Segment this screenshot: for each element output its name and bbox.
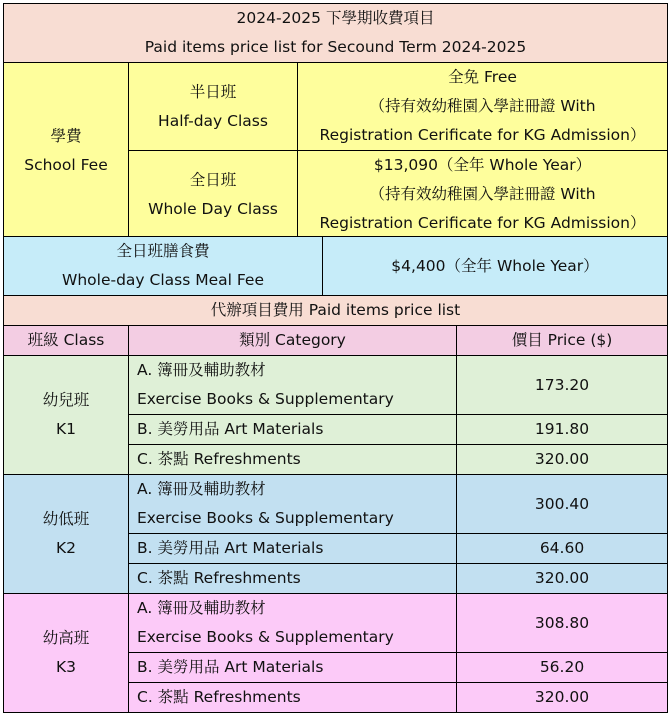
class-name-zh: 幼兒班 bbox=[42, 391, 90, 409]
class-name-zh: 幼低班 bbox=[42, 510, 90, 528]
category-cell bbox=[129, 594, 457, 653]
whole-day-class-label bbox=[129, 151, 298, 239]
title-en: Paid items price list for Secound Term 2024-2025 bbox=[144, 38, 527, 56]
category-cell bbox=[129, 356, 457, 415]
class-code: K3 bbox=[55, 658, 77, 676]
table-row bbox=[4, 594, 668, 653]
category-cell bbox=[129, 653, 457, 683]
category-cell bbox=[129, 475, 457, 534]
category-cell bbox=[129, 564, 457, 594]
price-cell: 320.00 bbox=[457, 564, 668, 594]
school-fee-label bbox=[4, 63, 129, 239]
meal-fee-price: $4,400（全年 Whole Year） bbox=[323, 237, 668, 296]
category-label: B. 美勞用品 Art Materials bbox=[137, 420, 324, 438]
header-category: 類別 Category bbox=[129, 326, 457, 356]
header-class: 班級 Class bbox=[4, 326, 129, 356]
meal-fee-label-en: Whole-day Class Meal Fee bbox=[62, 271, 264, 289]
half-day-class-label bbox=[129, 63, 298, 151]
price-cell: 320.00 bbox=[457, 683, 668, 713]
price-cell: 308.80 bbox=[457, 594, 668, 653]
category-cell bbox=[129, 445, 457, 475]
category-cell bbox=[129, 683, 457, 713]
category-label: C. 茶點 Refreshments bbox=[137, 569, 301, 587]
category-label: B. 美勞用品 Art Materials bbox=[137, 658, 324, 676]
half-day-price-line3: Registration Cerificate for KG Admission） bbox=[319, 126, 646, 144]
school-fee-table bbox=[3, 3, 668, 239]
price-cell: 191.80 bbox=[457, 415, 668, 445]
price-cell: 64.60 bbox=[457, 534, 668, 564]
class-cell bbox=[4, 475, 129, 594]
half-day-class-en: Half-day Class bbox=[158, 111, 268, 130]
document-title bbox=[4, 4, 668, 63]
class-name-zh: 幼高班 bbox=[42, 629, 90, 647]
paid-items-title: 代辦項目費用 Paid items price list bbox=[4, 296, 668, 326]
category-label: C. 茶點 Refreshments bbox=[137, 688, 301, 706]
price-cell: 56.20 bbox=[457, 653, 668, 683]
price-cell: 173.20 bbox=[457, 356, 668, 415]
category-label: C. 茶點 Refreshments bbox=[137, 450, 301, 468]
class-code: K1 bbox=[55, 420, 77, 438]
table-row bbox=[4, 475, 668, 534]
whole-day-class-price bbox=[298, 151, 668, 239]
school-fee-label-en: School Fee bbox=[24, 155, 108, 174]
meal-fee-label-zh: 全日班膳食費 bbox=[116, 242, 210, 260]
category-label-en: Exercise Books & Supplementary bbox=[137, 390, 394, 408]
whole-day-price-line3: Registration Cerificate for KG Admission） bbox=[319, 214, 646, 232]
half-day-class-price bbox=[298, 63, 668, 151]
title-zh: 2024-2025 下學期收費項目 bbox=[236, 9, 435, 27]
category-label: A. 簿冊及輔助教材 bbox=[137, 361, 266, 379]
meal-fee-table bbox=[3, 236, 668, 296]
class-cell bbox=[4, 594, 129, 713]
whole-day-price-line1: $13,090（全年 Whole Year） bbox=[373, 156, 592, 174]
paid-items-table bbox=[3, 295, 668, 713]
header-price: 價目 Price ($) bbox=[457, 326, 668, 356]
table-row bbox=[4, 356, 668, 415]
price-cell: 300.40 bbox=[457, 475, 668, 534]
half-day-class-zh: 半日班 bbox=[189, 82, 237, 101]
category-label-en: Exercise Books & Supplementary bbox=[137, 509, 394, 527]
whole-day-class-en: Whole Day Class bbox=[148, 199, 278, 218]
category-label-en: Exercise Books & Supplementary bbox=[137, 628, 394, 646]
price-cell: 320.00 bbox=[457, 445, 668, 475]
category-label: A. 簿冊及輔助教材 bbox=[137, 480, 266, 498]
meal-fee-label bbox=[4, 237, 323, 296]
half-day-price-line1: 全免 Free bbox=[448, 68, 517, 86]
school-fee-label-zh: 學費 bbox=[50, 126, 82, 145]
whole-day-class-zh: 全日班 bbox=[189, 170, 237, 189]
category-label: B. 美勞用品 Art Materials bbox=[137, 539, 324, 557]
category-cell bbox=[129, 534, 457, 564]
half-day-price-line2: （持有效幼稚園入學註冊證 With bbox=[369, 97, 596, 115]
class-cell bbox=[4, 356, 129, 475]
category-label: A. 簿冊及輔助教材 bbox=[137, 599, 266, 617]
whole-day-price-line2: （持有效幼稚園入學註冊證 With bbox=[369, 185, 596, 203]
class-code: K2 bbox=[55, 539, 77, 557]
category-cell bbox=[129, 415, 457, 445]
